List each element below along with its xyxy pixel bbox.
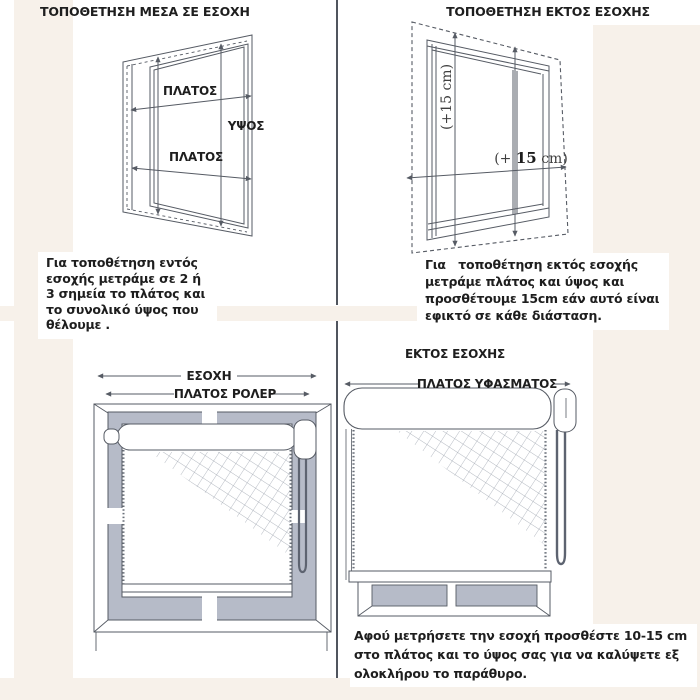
plus15-vertical-label: (+15 cm)	[439, 63, 455, 130]
width-measure-arrow-top	[131, 96, 251, 110]
window-pane-right	[456, 585, 537, 606]
window-edges-behind	[346, 429, 352, 580]
roller-tube	[344, 388, 551, 429]
recess-dashed-outline	[127, 41, 247, 232]
roller-width-label: ΠΛΑΤΟΣ ΡΟΛΕΡ	[173, 387, 277, 401]
plus15-horizontal-label: (+ 15 cm)	[494, 149, 568, 167]
caption-measuring-note	[350, 624, 697, 687]
caption-inside-recess	[38, 252, 217, 339]
frame-gap-bottom	[202, 597, 217, 621]
caption-line: ολοκλήρου το παράθυρο.	[354, 666, 527, 681]
caption-line: εσοχής μετράμε σε 2 ή	[46, 270, 201, 286]
caption-line: εφικτό σε κάθε διάσταση.	[425, 308, 602, 323]
caption-line: 3 σημεία το πλάτος και	[46, 286, 206, 301]
title-outside-recess-bottom: ΕΚΤΟΣ ΕΣΟΧΗΣ	[405, 347, 505, 361]
width-plus-measure-arrow	[407, 167, 566, 178]
roller-tube	[117, 424, 297, 450]
frame-gap-top	[202, 412, 217, 426]
caption-line: στο πλάτος και το ύψος σας για να καλύψετε εξ	[354, 647, 679, 662]
roller-bracket-right	[294, 420, 316, 459]
inside-recess-window-diagram	[123, 35, 252, 236]
caption-line: Για τοποθέτηση εκτός εσοχής	[425, 257, 638, 272]
outside-recess-window-diagram	[407, 22, 568, 253]
width-label-top: ΠΛΑΤΟΣ	[162, 84, 218, 98]
width-label-bottom: ΠΛΑΤΟΣ	[168, 150, 224, 164]
bottom-rail	[122, 584, 292, 592]
caption-line: Αφού μετρήσετε την εσοχή προσθέστε 10-15 cm	[354, 628, 688, 643]
bottom-rail	[349, 571, 551, 582]
title-outside-recess: ΤΟΠΟΘΕΤΗΣΗ ΕΚΤΟΣ ΕΣΟΧΗΣ	[446, 4, 650, 19]
caption-line: θέλουμε .	[46, 317, 110, 332]
window-pane-left	[372, 585, 447, 606]
caption-line: το συνολικό ύψος που	[46, 301, 199, 317]
fabric-width-label: ΠΛΑΤΟΣ ΥΦΑΣΜΑΤΟΣ	[416, 377, 558, 391]
recess-label: ΕΣΟΧΗ	[186, 369, 232, 383]
frame-gap-left	[108, 508, 123, 524]
height-label: ΥΨΟΣ	[227, 119, 265, 133]
title-inside-recess: ΤΟΠΟΘΕΤΗΣΗ ΜΕΣΑ ΣΕ ΕΣΟΧΗ	[40, 4, 250, 19]
caption-line: Για τοποθέτηση εντός	[46, 255, 198, 270]
chain-loop	[557, 430, 565, 564]
caption-line: προσθέτουμε 15cm εάν αυτό είναι	[425, 291, 660, 306]
roller-inside-recess-diagram	[94, 366, 331, 651]
roller-outside-recess-diagram	[344, 376, 576, 616]
caption-line: μετράμε πλάτος και ύψος και	[425, 274, 625, 289]
roller-end-bracket	[554, 389, 576, 432]
roller-bracket-left	[104, 429, 119, 444]
caption-outside-recess	[417, 253, 669, 330]
